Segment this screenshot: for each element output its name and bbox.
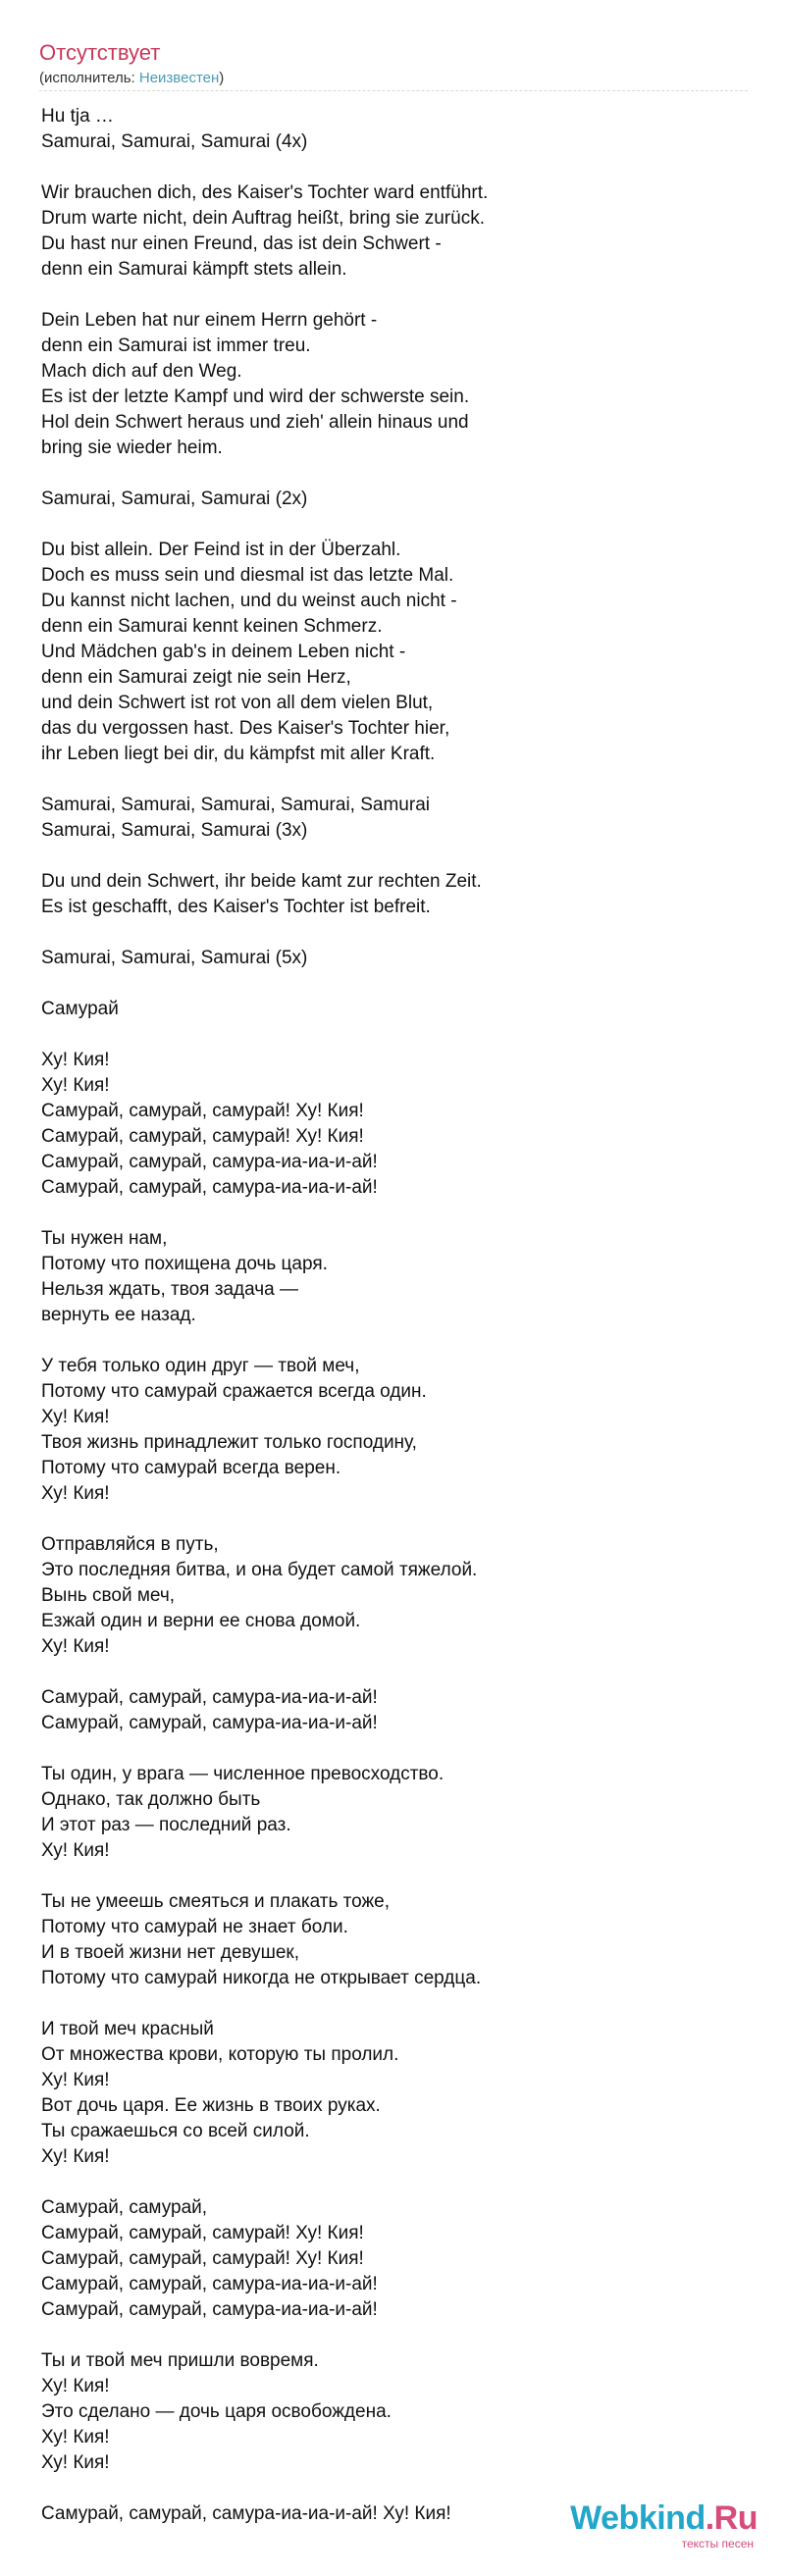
logo-wordmark xyxy=(561,2499,758,2537)
lyric-line: Samurai, Samurai, Samurai (2x) xyxy=(41,489,308,509)
lyric-line: У тебя только один друг — твой меч, xyxy=(41,1356,360,1376)
lyric-line: Вот дочь царя. Ее жизнь в твоих руках. xyxy=(41,2095,381,2116)
lyric-line: Самурай, самурай, самура-иа-иа-и-ай! xyxy=(41,2299,378,2320)
lyrics-stanza xyxy=(41,487,748,512)
lyric-line: Hol dein Schwert heraus und zieh' allein hinaus und xyxy=(41,412,469,433)
lyric-line: Самурай, самурай, xyxy=(41,2197,208,2218)
lyric-line: Ты сражаешься со всей силой. xyxy=(41,2121,310,2141)
lyrics-stanza xyxy=(41,538,748,767)
lyric-line: Самурай, самурай, самура-иа-иа-и-ай! xyxy=(41,1152,378,1172)
lyric-line: Это сделано — дочь царя освобождена. xyxy=(41,2401,392,2422)
lyrics-stanza xyxy=(41,1685,748,1736)
lyric-line: Потому что самурай всегда верен. xyxy=(41,1458,341,1478)
lyric-line: Отправляйся в путь, xyxy=(41,1534,219,1555)
song-header xyxy=(39,39,748,88)
lyric-line: Однако, так должно быть xyxy=(41,1789,261,1810)
lyric-line: Самурай, самурай, самура-иа-иа-и-ай! xyxy=(41,1713,378,1733)
artist-suffix: ) xyxy=(219,70,225,86)
lyric-line: Езжай один и верни ее снова домой. xyxy=(41,1611,361,1631)
lyric-line: Потому что самурай сражается всегда один. xyxy=(41,1381,427,1402)
lyric-line: Самурай, самурай, самура-иа-иа-и-ай! xyxy=(41,1177,378,1198)
lyric-line: Du bist allein. Der Feind ist in der Überzahl. xyxy=(41,540,401,560)
lyrics-stanza xyxy=(41,1226,748,1328)
lyrics-stanza xyxy=(41,2017,748,2170)
lyrics-stanza xyxy=(41,946,748,971)
lyric-line: Ты не умеешь смеяться и плакать тоже, xyxy=(41,1891,391,1912)
lyric-line: И этот раз — последний раз. xyxy=(41,1815,291,1835)
lyrics-stanza xyxy=(41,1048,748,1201)
lyric-line: Потому что похищена дочь царя. xyxy=(41,1254,328,1274)
lyric-line: Ху! Кия! xyxy=(41,2070,110,2090)
lyric-line: Ху! Кия! xyxy=(41,2376,110,2396)
lyric-line: Самурай, самурай, самурай! Ху! Кия! xyxy=(41,2248,364,2269)
lyric-line: und dein Schwert ist rot von all dem vielen Blut, xyxy=(41,693,434,713)
lyrics-stanza xyxy=(41,308,748,461)
lyric-line: Ты и твой меч пришли вовремя. xyxy=(41,2350,319,2371)
lyrics-stanza xyxy=(41,793,748,844)
lyric-line: И в твоей жизни нет девушек, xyxy=(41,1942,299,1963)
lyric-line: denn ein Samurai kämpft stets allein. xyxy=(41,259,347,280)
lyrics-stanza xyxy=(41,2348,748,2476)
lyrics-stanza xyxy=(41,997,748,1022)
artist-link[interactable]: Неизвестен xyxy=(138,70,220,86)
lyric-line: Ты нужен нам, xyxy=(41,1228,168,1249)
lyric-line: Du kannst nicht lachen, und du weinst auch nicht - xyxy=(41,591,457,611)
lyric-line: Это последняя битва, и она будет самой тяжелой. xyxy=(41,1560,478,1580)
lyric-line: Ты один, у врага — численное превосходство. xyxy=(41,1764,445,1784)
lyric-line: Самурай, самурай, самурай! Ху! Кия! xyxy=(41,1126,364,1147)
lyric-line: Нельзя ждать, твоя задача — xyxy=(41,1279,299,1300)
lyric-line: Самурай, самурай, самура-иа-иа-и-ай! xyxy=(41,1687,378,1708)
lyric-line: Твоя жизнь принадлежит только господину, xyxy=(41,1432,417,1453)
lyric-line: Потому что самурай не знает боли. xyxy=(41,1917,348,1937)
lyric-line: Самурай xyxy=(41,999,119,1019)
lyric-line: Ху! Кия! xyxy=(41,2452,110,2473)
lyric-line: ihr Leben liegt bei dir, du kämpfst mit aller Kraft. xyxy=(41,744,436,764)
lyric-line: Mach dich auf den Weg. xyxy=(41,361,242,382)
lyric-line: Ху! Кия! xyxy=(41,1636,110,1657)
lyric-line: И твой меч красный xyxy=(41,2019,214,2039)
lyric-line: Ху! Кия! xyxy=(41,1840,110,1861)
lyrics-stanza xyxy=(41,1889,748,1991)
lyric-line: das du vergossen hast. Des Kaiser's Tochter hier, xyxy=(41,718,450,739)
lyric-line: bring sie wieder heim. xyxy=(41,438,223,458)
lyric-line: Самурай, самурай, самурай! Ху! Кия! xyxy=(41,1101,364,1121)
lyric-line: Wir brauchen dich, des Kaiser's Tochter ward entführt. xyxy=(41,182,489,203)
lyric-line: Du und dein Schwert, ihr beide kamt zur rechten Zeit. xyxy=(41,871,482,892)
lyrics-stanza xyxy=(41,869,748,920)
logo-tagline: тексты песен xyxy=(681,2537,754,2550)
lyric-line: От множества крови, которую ты пролил. xyxy=(41,2044,399,2065)
lyric-line: Ху! Кия! xyxy=(41,1483,110,1504)
lyrics-stanza xyxy=(41,104,748,155)
lyrics-stanza xyxy=(41,1354,748,1507)
lyric-line: Самурай, самурай, самурай! Ху! Кия! xyxy=(41,2223,364,2243)
lyric-line: Ху! Кия! xyxy=(41,1075,110,1096)
header-divider xyxy=(39,90,748,91)
lyrics-stanza xyxy=(41,180,748,283)
artist-prefix: (исполнитель: xyxy=(39,70,139,86)
lyric-line: Und Mädchen gab's in deinem Leben nicht - xyxy=(41,642,406,662)
lyric-line: Самурай, самурай, самура-иа-иа-и-ай! xyxy=(41,2274,378,2294)
lyric-line: Samurai, Samurai, Samurai (3x) xyxy=(41,820,308,841)
lyric-line: Doch es muss sein und diesmal ist das letzte Mal. xyxy=(41,565,454,586)
lyric-line: Вынь свой меч, xyxy=(41,1585,176,1606)
lyric-line: Ху! Кия! xyxy=(41,2427,110,2447)
lyric-line: Ху! Кия! xyxy=(41,1407,110,1427)
lyric-line: Samurai, Samurai, Samurai, Samurai, Samurai xyxy=(41,795,430,815)
lyric-line: вернуть ее назад. xyxy=(41,1305,196,1325)
lyric-line: Samurai, Samurai, Samurai (5x) xyxy=(41,948,308,968)
lyric-line: Drum warte nicht, dein Auftrag heißt, bring sie zurück. xyxy=(41,208,485,229)
lyrics-stanza xyxy=(41,1532,748,1660)
lyric-line: Es ist der letzte Kampf und wird der schwerste sein. xyxy=(41,386,470,407)
lyric-line: Dein Leben hat nur einem Herrn gehört - xyxy=(41,310,378,331)
lyric-line: Самурай, самурай, самура-иа-иа-и-ай! Ху! Кия! xyxy=(41,2503,451,2524)
logo-brand: Webkind xyxy=(570,2499,706,2537)
lyric-line: Es ist geschafft, des Kaiser's Tochter ist befreit. xyxy=(41,897,431,917)
lyric-line: denn ein Samurai zeigt nie sein Herz, xyxy=(41,667,351,688)
lyrics-body xyxy=(41,104,748,2552)
lyric-line: Samurai, Samurai, Samurai (4x) xyxy=(41,131,308,152)
lyric-line: Ху! Кия! xyxy=(41,2146,110,2167)
artist-line xyxy=(39,69,748,88)
lyric-line: denn ein Samurai ist immer treu. xyxy=(41,335,311,356)
logo-tld: .Ru xyxy=(705,2499,758,2537)
lyric-line: Потому что самурай никогда не открывает сердца. xyxy=(41,1968,482,1988)
lyric-line: Du hast nur einen Freund, das ist dein Schwert - xyxy=(41,233,442,254)
lyric-line: Ху! Кия! xyxy=(41,1050,110,1070)
lyric-line: denn ein Samurai kennt keinen Schmerz. xyxy=(41,616,383,637)
site-logo[interactable] xyxy=(561,2499,758,2558)
song-title: Отсутствует xyxy=(39,40,161,65)
lyrics-stanza xyxy=(41,1762,748,1864)
lyrics-stanza xyxy=(41,2195,748,2323)
lyric-line: Hu tja … xyxy=(41,106,114,127)
